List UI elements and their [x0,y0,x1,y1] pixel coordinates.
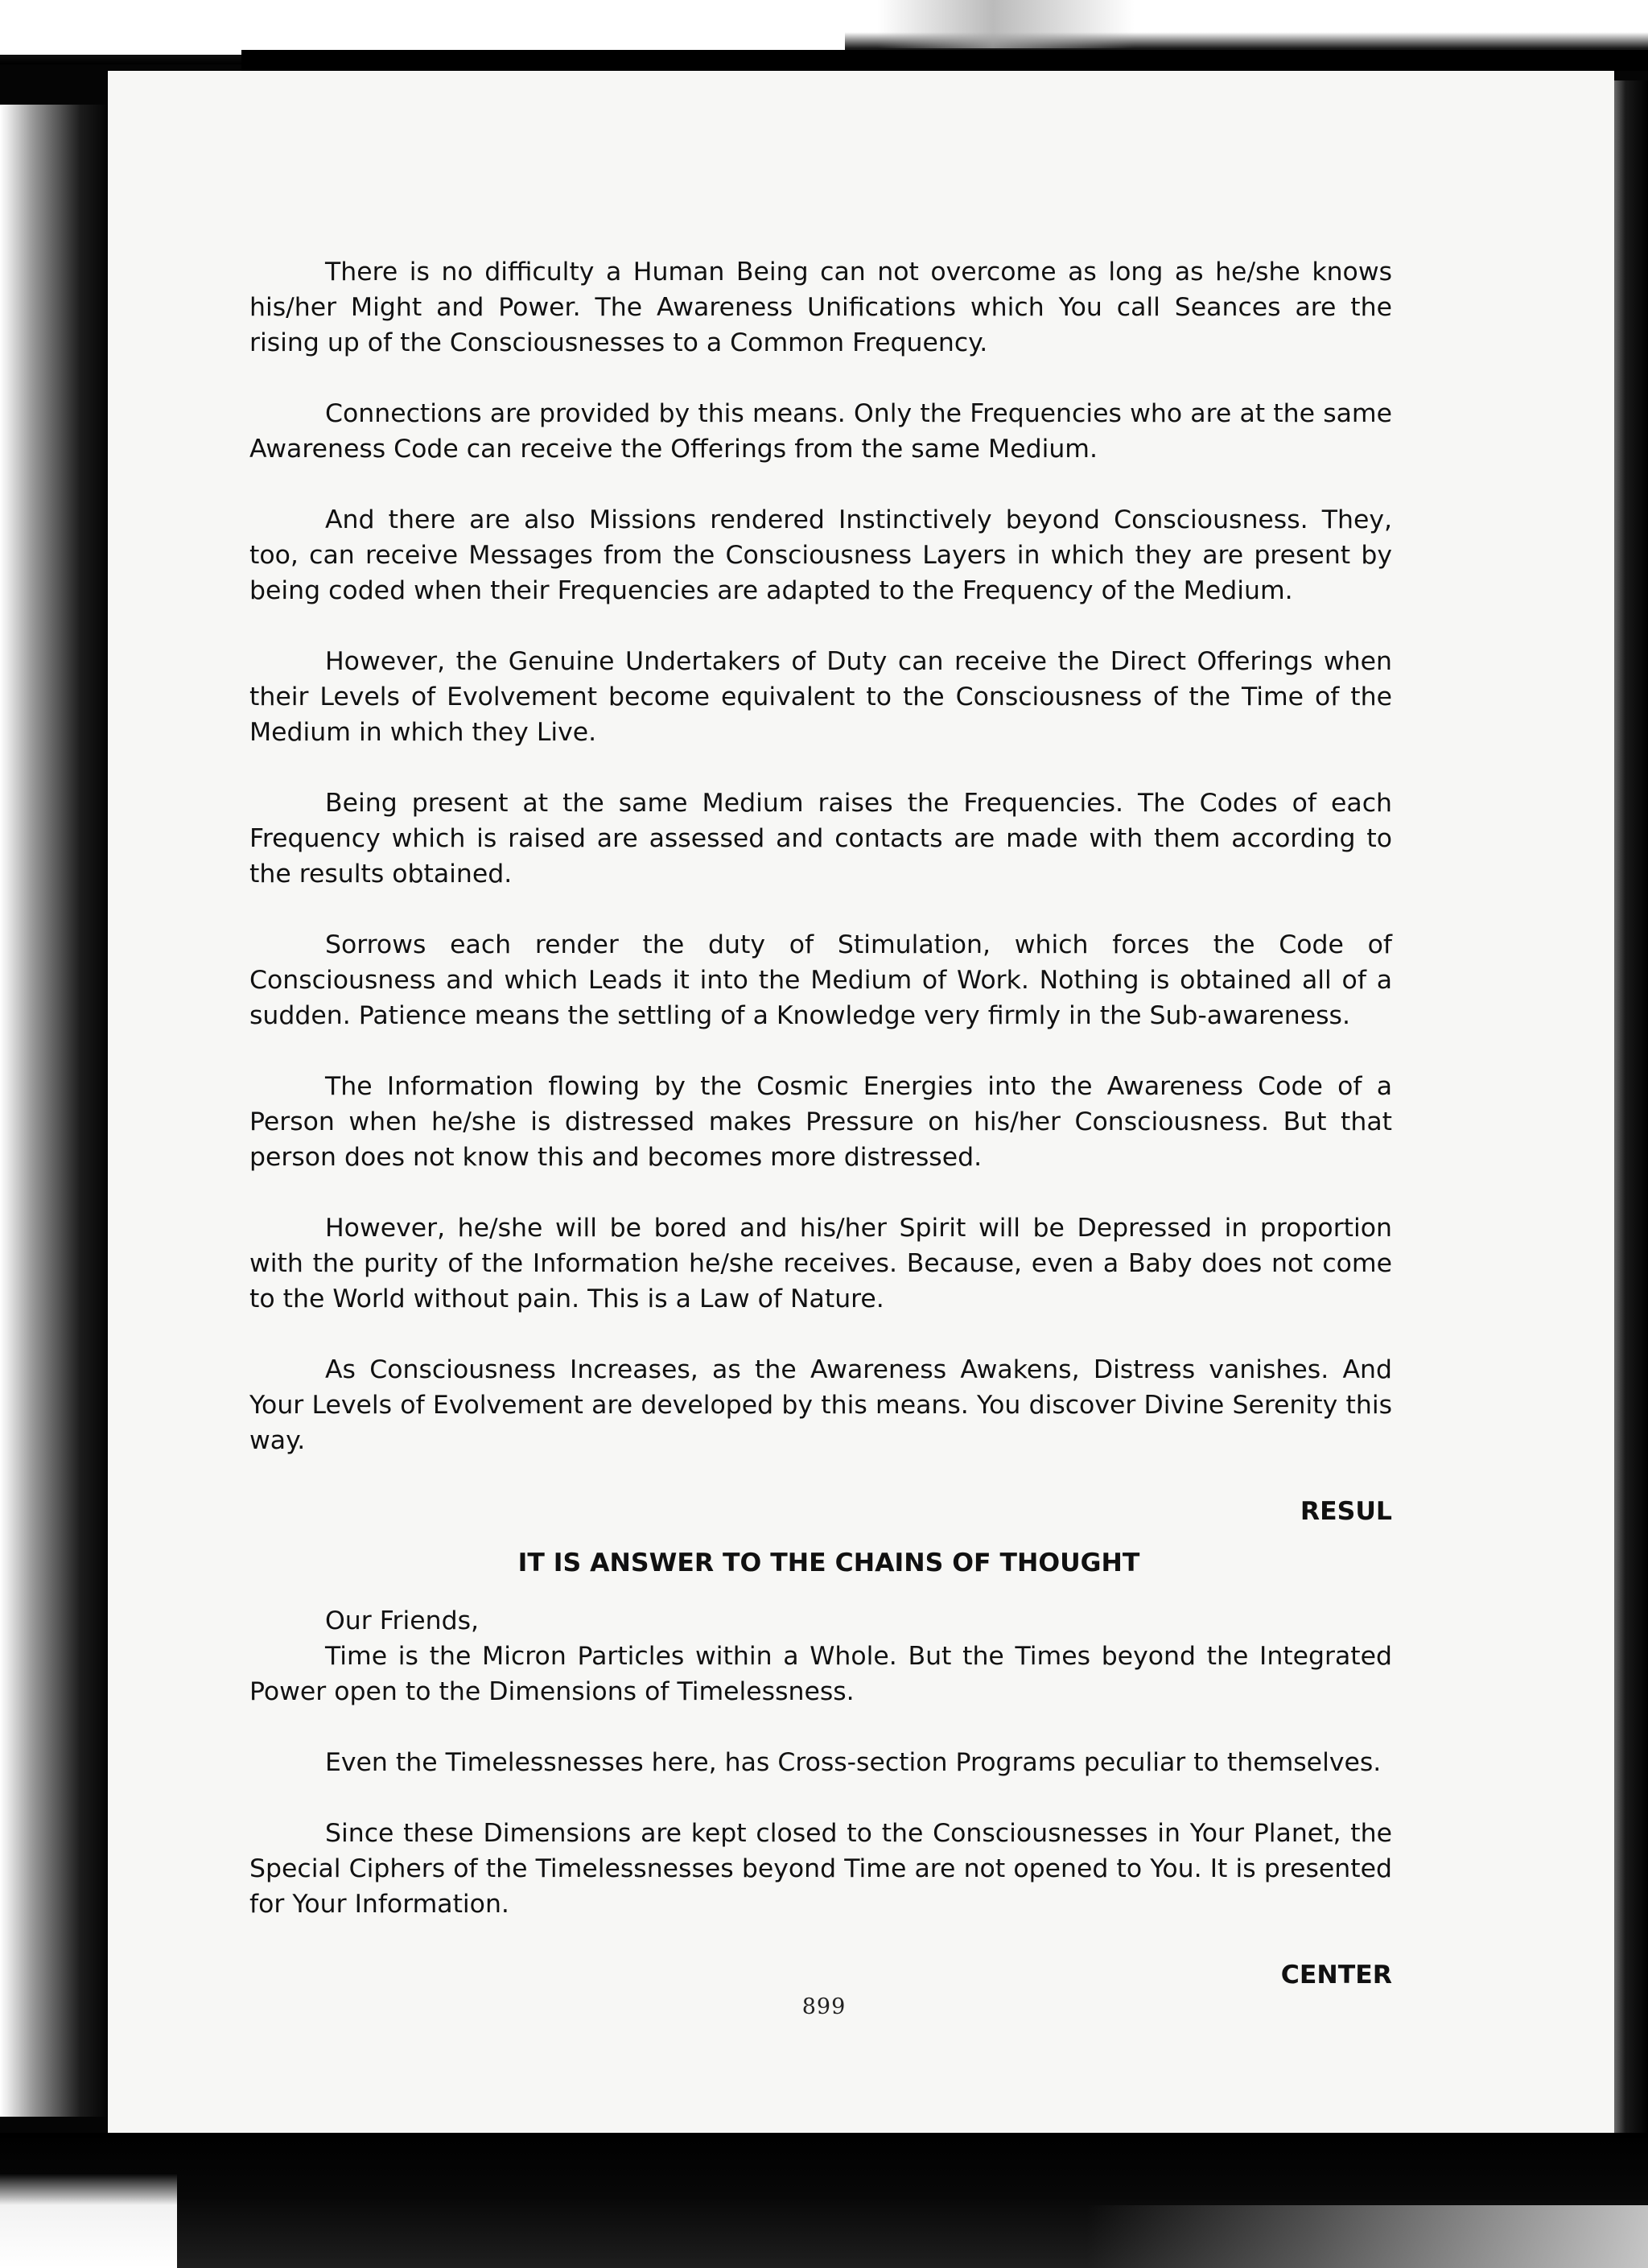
signature-resul: RESUL [1300,1497,1392,1526]
paragraph: However, the Genuine Undertakers of Duty can receive the Direct Offerings when their Levels of Evolvement become equivalent to the Consciousness of the Time of the Medium in which they Live. [249,647,1392,747]
paragraph: Even the Timelessnesses here, has Cross-section Programs peculiar to themselves. [325,1748,1382,1777]
paragraph: Sorrows each render the duty of Stimulation, which forces the Code of Consciousness and which Leads it into the Medium of Work. Nothing is obtained all of a sudden. Patience means the settling of a Knowledge very firmly in the Sub-awareness. [249,930,1392,1030]
paragraph: However, he/she will be bored and his/her Spirit will be Depressed in proportion with the purity of the Information he/she receives. Because, even a Baby does not come to the World without pain. This is a Law of Nature. [249,1214,1392,1313]
page-text [249,254,1392,2009]
page-number: 899 [801,1994,847,2019]
scan-top-edge [241,50,1648,71]
scan-right-edge [1614,80,1648,2133]
salutation: Our Friends, [325,1606,480,1635]
scan-left-edge [0,105,113,2117]
signature-center: CENTER [1280,1961,1392,1990]
paragraph: Since these Dimensions are kept closed to the Consciousnesses in Your Planet, the Special Ciphers of the Timelessnesses beyond Time are not opened to You. It is presented for Your Information. [249,1819,1392,1919]
paragraph: And there are also Missions rendered Instinctively beyond Consciousness. They, too, can receive Messages from the Consciousness Layers in which they are present by being coded when their Frequencies are adapted to the Frequency of the Medium. [249,505,1392,605]
scan-bottom-glare [1086,2205,1648,2268]
scan-bottom-left-margin [0,2173,177,2268]
paragraph: Time is the Micron Particles within a Whole. But the Times beyond the Integrated Power open to the Dimensions of Timelessness. [249,1642,1392,1706]
paragraph: Being present at the same Medium raises the Frequencies. The Codes of each Frequency which is raised are assessed and contacts are made with them according to the results obtained. [249,789,1392,889]
scan-top-glare [877,0,1135,48]
paragraph: Connections are provided by this means. Only the Frequencies who are at the same Awareness Code can receive the Offerings from the same Medium. [249,399,1392,464]
paragraph: As Consciousness Increases, as the Awareness Awakens, Distress vanishes. And Your Levels of Evolvement are developed by this means. You discover Divine Serenity this way. [249,1355,1392,1455]
paragraph: The Information flowing by the Cosmic Energies into the Awareness Code of a Person when he/she is distressed makes Pressure on his/her Consciousness. But that person does not know this and becomes more distressed. [249,1072,1392,1172]
paragraph: There is no difficulty a Human Being can not overcome as long as he/she knows his/her Might and Power. The Awareness Unifications which You call Seances are the rising up of the Consciousnesses to a Common Frequency. [249,258,1392,357]
scan-top-margin [0,0,845,55]
section-heading: IT IS ANSWER TO THE CHAINS OF THOUGHT [517,1548,1140,1577]
